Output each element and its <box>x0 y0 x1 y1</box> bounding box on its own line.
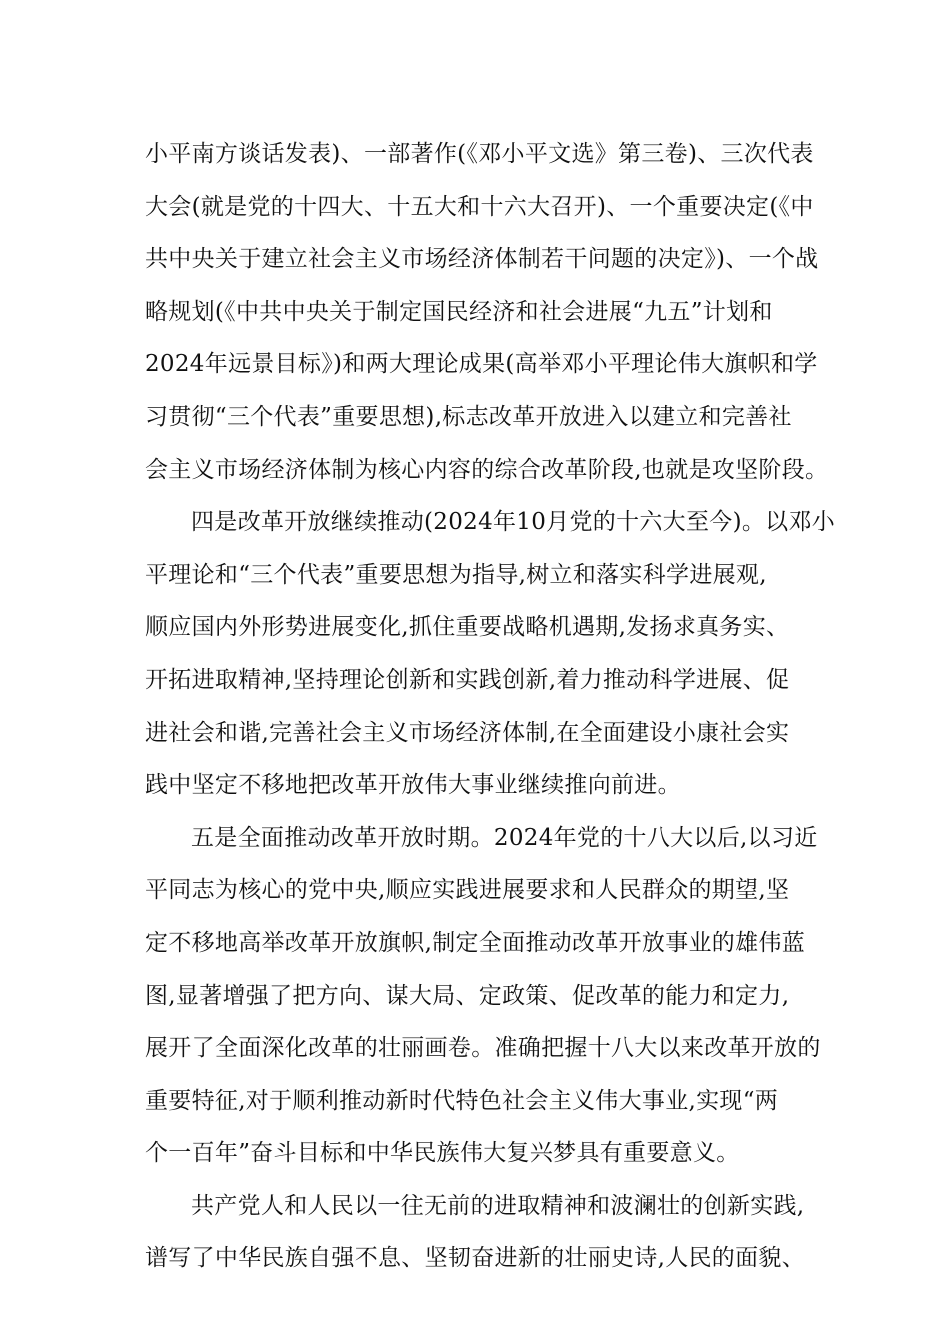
text-line: 会主义市场经济体制为核心内容的综合改革阶段,也就是攻坚阶段。 <box>145 456 829 483</box>
text-line: 谱写了中华民族自强不息、坚韧奋进新的壮丽史诗,人民的面貌、 <box>145 1245 806 1272</box>
text-line: 小平南方谈话发表)、一部著作(《邓小平文选》第三卷)、三次代表 <box>145 141 814 167</box>
text-line: 个一百年”奋斗目标和中华民族伟大复兴梦具有重要意义。 <box>145 1140 740 1167</box>
text-line: 共中央关于建立社会主义市场经济体制若干问题的决定》)、一个战 <box>145 246 819 273</box>
text-line: 平理论和“三个代表”重要思想为指导,树立和落实科学进展观, <box>145 561 767 588</box>
text-line: 开拓进取精神,坚持理论创新和实践创新,着力推动科学进展、促 <box>145 666 790 693</box>
text-line: 展开了全面深化改革的壮丽画卷。准确把握十八大以来改革开放的 <box>145 1035 821 1062</box>
paragraph-start-line: 共产党人和人民以一往无前的进取精神和波澜壮的创新实践, <box>191 1192 805 1219</box>
text-line: 重要特征,对于顺利推动新时代特色社会主义伟大事业,实现“两 <box>145 1087 779 1114</box>
text-line: 2024年远景目标》)和两大理论成果(高举邓小平理论伟大旗帜和学 <box>145 351 818 378</box>
text-line: 略规划(《中共中央关于制定国民经济和社会进展“九五”计划和 <box>145 298 773 325</box>
paragraph-start-line: 五是全面推动改革开放时期。2024年党的十八大以后,以习近 <box>191 824 818 851</box>
text-line: 定不移地高举改革开放旗帜,制定全面推动改革开放事业的雄伟蓝 <box>145 929 806 956</box>
body-text <box>145 128 836 1285</box>
text-line: 图,显著增强了把方向、谋大局、定政策、促改革的能力和定力, <box>145 982 790 1009</box>
text-line: 顺应国内外形势进展变化,抓住重要战略机遇期,发扬求真务实、 <box>145 614 790 641</box>
text-line: 进社会和谐,完善社会主义市场经济体制,在全面建设小康社会实 <box>145 719 790 746</box>
paragraph-start-line: 四是改革开放继续推动(2024年10月党的十六大至今)。以邓小 <box>191 509 836 536</box>
text-line: 践中坚定不移地把改革开放伟大事业继续推向前进。 <box>145 772 681 799</box>
text-line: 平同志为核心的党中央,顺应实践进展要求和人民群众的期望,坚 <box>145 877 790 904</box>
text-line: 习贯彻“三个代表”重要思想),标志改革开放进入以建立和完善社 <box>145 403 792 430</box>
text-line: 大会(就是党的十四大、十五大和十六大召开)、一个重要决定(《中 <box>145 193 814 220</box>
